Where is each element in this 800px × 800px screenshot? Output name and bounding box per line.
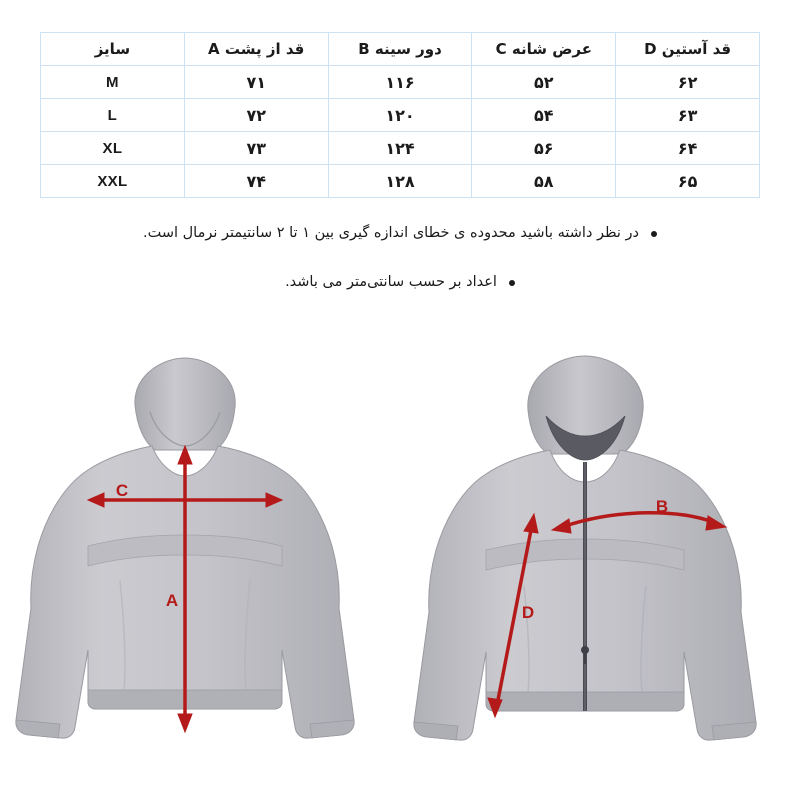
size-table bbox=[40, 32, 760, 198]
column-header-shoulder: عرض شانه C bbox=[472, 33, 616, 66]
cell-length: ۷۳ bbox=[184, 132, 328, 165]
bullet-icon bbox=[509, 280, 515, 286]
cell-chest: ۱۱۶ bbox=[328, 66, 472, 99]
column-header-length: قد از پشت A bbox=[184, 33, 328, 66]
jacket-front-svg bbox=[400, 350, 800, 800]
note-text: اعداد بر حسب سانتی‌متر می باشد. bbox=[285, 274, 497, 291]
illustrations-section bbox=[0, 350, 800, 800]
note-item bbox=[40, 222, 760, 245]
column-header-size: سایز bbox=[41, 33, 185, 66]
column-header-sleeve: قد آستین D bbox=[616, 33, 760, 66]
table-row bbox=[41, 132, 760, 165]
jacket-back-svg bbox=[0, 350, 400, 800]
jacket-front-illustration bbox=[400, 350, 800, 800]
length-arrow-head-bottom bbox=[178, 714, 192, 732]
cell-sleeve: ۶۴ bbox=[616, 132, 760, 165]
cell-chest: ۱۲۸ bbox=[328, 165, 472, 198]
cell-chest: ۱۲۰ bbox=[328, 99, 472, 132]
size-table-body bbox=[41, 66, 760, 198]
size-table-container bbox=[40, 32, 760, 198]
hood-shape bbox=[135, 358, 235, 450]
jacket-back-illustration bbox=[0, 350, 400, 800]
cell-sleeve: ۶۲ bbox=[616, 66, 760, 99]
cell-length: ۷۴ bbox=[184, 165, 328, 198]
cell-size: L bbox=[41, 99, 185, 132]
cell-sleeve: ۶۳ bbox=[616, 99, 760, 132]
table-header-row bbox=[41, 33, 760, 66]
bullet-icon bbox=[651, 231, 657, 237]
cell-size: M bbox=[41, 66, 185, 99]
zipper-pull bbox=[581, 646, 589, 654]
cell-shoulder: ۵۸ bbox=[472, 165, 616, 198]
label-length-a: A bbox=[165, 591, 179, 610]
note-item bbox=[40, 271, 760, 294]
note-text: در نظر داشته باشید محدوده ی خطای اندازه گیری بین ۱ تا ۲ سانتیمتر نرمال است. bbox=[143, 225, 640, 241]
cell-size: XXL bbox=[41, 165, 185, 198]
label-sleeve-d: D bbox=[521, 603, 535, 622]
notes-section bbox=[40, 222, 760, 320]
table-row bbox=[41, 165, 760, 198]
label-shoulder-c: C bbox=[115, 481, 129, 500]
cell-shoulder: ۵۲ bbox=[472, 66, 616, 99]
cell-chest: ۱۲۴ bbox=[328, 132, 472, 165]
size-table-head bbox=[41, 33, 760, 66]
cell-shoulder: ۵۶ bbox=[472, 132, 616, 165]
column-header-chest: دور سینه B bbox=[328, 33, 472, 66]
garment-front-shape bbox=[414, 356, 756, 740]
cell-sleeve: ۶۵ bbox=[616, 165, 760, 198]
cell-size: XL bbox=[41, 132, 185, 165]
cell-length: ۷۲ bbox=[184, 99, 328, 132]
label-chest-b: B bbox=[655, 497, 669, 516]
cell-shoulder: ۵۴ bbox=[472, 99, 616, 132]
table-row bbox=[41, 66, 760, 99]
cell-length: ۷۱ bbox=[184, 66, 328, 99]
table-row bbox=[41, 99, 760, 132]
